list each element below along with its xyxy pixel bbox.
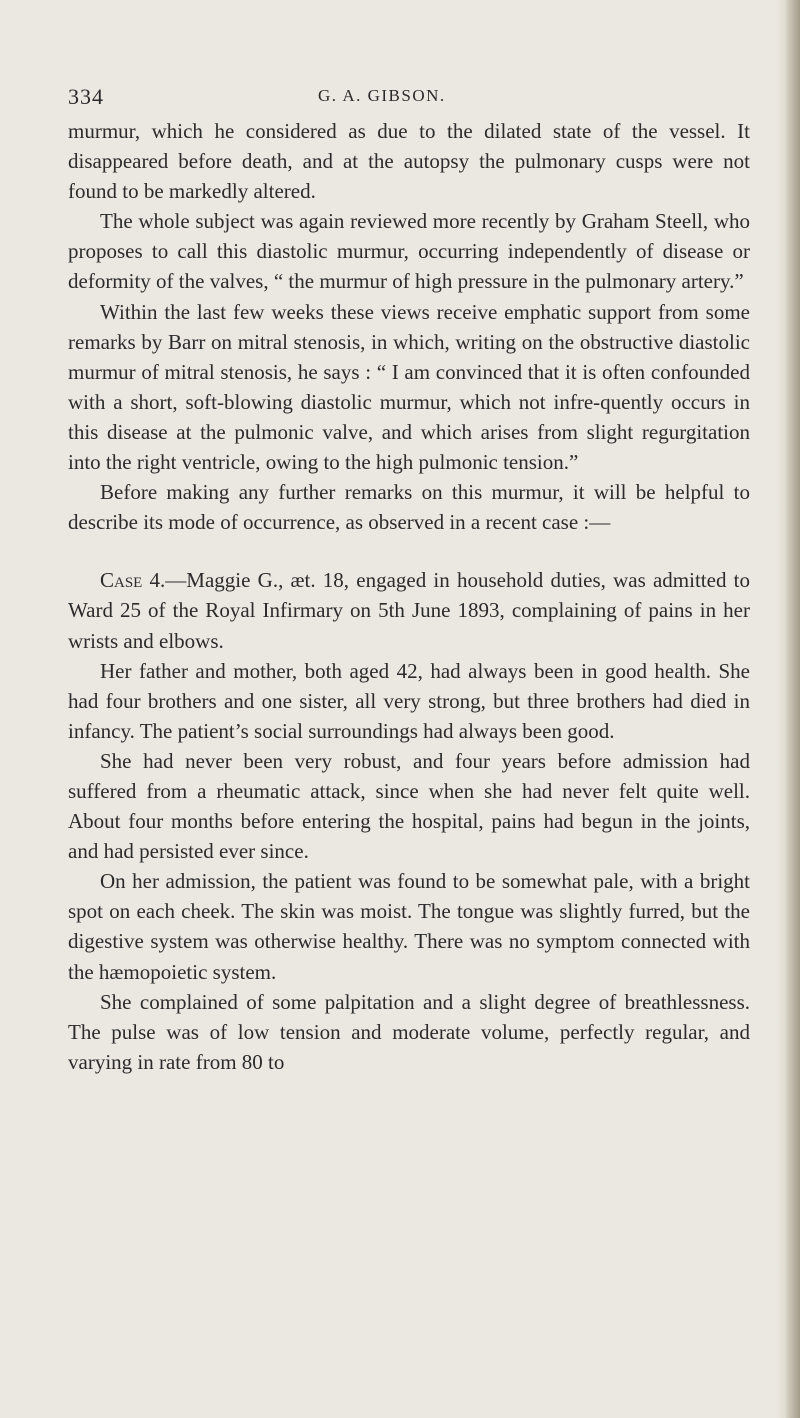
paragraph: The whole subject was again reviewed more recently by Graham Steell, who proposes to call this diastolic murmur, occurring independently of disease or deformity of the valves, “ the murmur of high pressure in the pulmonary artery.” [68,209,750,294]
body-text [68,116,750,1077]
paragraph: Within the last few weeks these views receive emphatic support from some remarks by Barr on mitral stenosis, in which, writing on the obstructive diastolic murmur of mitral stenosis, he says : “ I am convinced that it is often confounded with a short, soft-blowing diastolic murmur, which not infre-quently occurs in this disease at the pulmonic valve, and which arises from slight regurgitation into the right ventricle, owing to the high pulmonic tension.” [68,299,750,475]
page-number: 334 [68,84,104,109]
case-heading-paragraph [68,565,750,655]
running-head: G. A. GIBSON. [318,86,446,105]
paragraph: murmur, which he considered as due to the dilated state of the vessel. It disappeared before death, and at the autopsy the pulmonary cusps were not found to be markedly altered. [68,119,750,204]
page-header [68,84,748,114]
case-label: Case 4. [100,568,166,593]
page-edge-shadow [786,0,800,1418]
paragraph: On her admission, the patient was found to be somewhat pale, with a bright spot on each cheek. The skin was moist. The tongue was slightly furred, but the digestive system was otherwise healthy. There was no symptom connected with the hæmopoietic system. [68,869,750,984]
case-intro-text: —Maggie G., æt. 18, engaged in household duties, was admitted to Ward 25 of the Royal Infirmary on 5th June 1893, complaining of pains in her wrists and elbows. [68,568,750,653]
paragraph: She complained of some palpitation and a slight degree of breathlessness. The pulse was of low tension and moderate volume, perfectly regular, and varying in rate from 80 to [68,989,750,1074]
paragraph: She had never been very robust, and four years before admission had suffered from a rheumatic attack, since when she had never felt quite well. About four months before entering the hospital, pains had begun in the joints, and had persisted ever since. [68,748,750,864]
paragraph: Her father and mother, both aged 42, had always been in good health. She had four brothers and one sister, all very strong, but three brothers had died in infancy. The patient’s social surroundings had always been good. [68,658,750,743]
paragraph: Before making any further remarks on this murmur, it will be helpful to describe its mode of occurrence, as observed in a recent case :— [68,480,750,535]
page-edge-strip [776,0,786,1418]
